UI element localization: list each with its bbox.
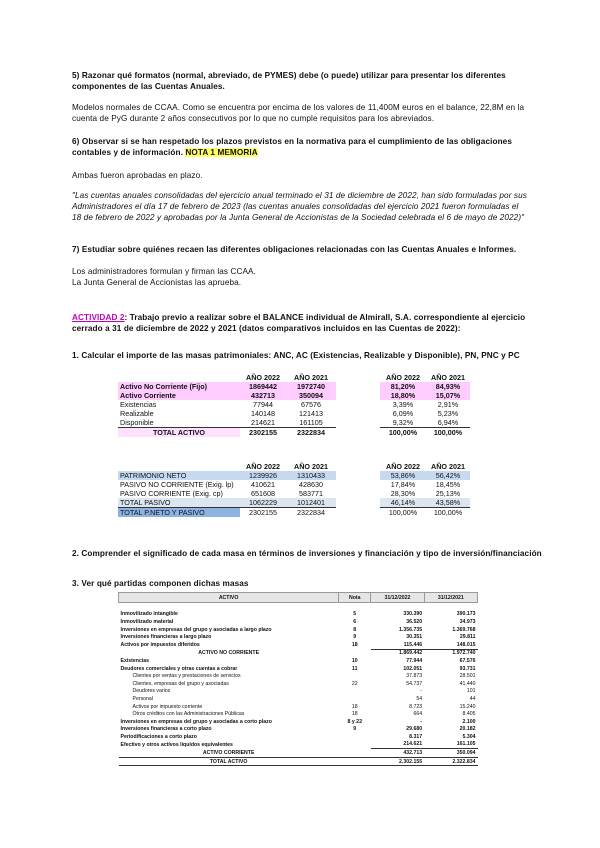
row-pct: 5,23% <box>437 409 459 418</box>
row-value: 350094 <box>299 391 323 400</box>
fin-value: 77.944 <box>406 657 423 664</box>
step-3: 3. Ver qué partidas componen dichas masas <box>72 579 249 588</box>
row-value: 1062229 <box>249 498 277 507</box>
fin-row <box>119 688 478 696</box>
fin-row <box>119 710 478 718</box>
question-6 <box>72 136 530 158</box>
fin-label: Efectivo y otros activos líquidos equivalentes <box>120 741 233 748</box>
row-pct: 9,32% <box>392 418 414 427</box>
fin-nota: 18 <box>351 711 358 718</box>
question-5: 5) Razonar qué formatos (normal, abreviado, de PYMES) debe (o puede) utilizar para presentar los diferentes componentes de las Cuentas Anuales. <box>72 71 506 91</box>
fin-value: 20.182 <box>459 726 476 733</box>
fin-value: 29.680 <box>406 726 423 733</box>
answer-6-2: "Las cuentas anuales consolidadas del ejercicio anual terminado el 31 de diciembre de 2022, han sido formuladas por sus Administradores el día 17 de febrero de 2023 (las cuentas anuales consolidadas del ejercicio 2021 fueron formuladas el 18 de febrero de 2022 y aprobadas por la Junta General de Accionistas de la Sociedad celebrada el 6 de mayo de 2022)" <box>72 191 527 222</box>
fin-label: Deudores varios <box>132 688 171 695</box>
answer-7-2: La Junta General de Accionistas las aprueba. <box>72 278 242 287</box>
fin-value: 1.356.735 <box>399 626 423 633</box>
fin-row <box>119 695 478 703</box>
activo-table <box>118 373 470 437</box>
question-7: 7) Estudiar sobre quiénes recaen las diferentes obligaciones relacionadas con las Cuentas Anuales e Informes. <box>72 245 517 254</box>
fin-row <box>119 633 478 641</box>
fin-value: 44 <box>469 695 476 702</box>
fin-label: TOTAL ACTIVO <box>119 757 339 766</box>
row-pct: 100,00% <box>380 428 426 438</box>
fin-label: Inmovilizado material <box>120 618 174 625</box>
fin-nota: 6 <box>353 618 357 625</box>
fin-value: 214.621 <box>403 741 423 748</box>
fin-value: 36.520 <box>406 618 423 625</box>
fin-label: Inversiones en empresas del grupo y asociadas a corto plazo <box>120 718 272 725</box>
row-label: Activo No Corriente (Fijo) <box>120 382 208 391</box>
fin-col-header: ACTIVO <box>119 593 339 603</box>
fin-label: Inmovilizado intangible <box>120 611 178 618</box>
fin-value: 1.869.442 <box>371 649 424 657</box>
fin-label: Activos por impuesto corriente <box>132 703 203 710</box>
fin-row <box>119 680 478 688</box>
row-value: 432713 <box>251 391 275 400</box>
activo-row <box>118 391 470 400</box>
fin-value: 28.501 <box>459 673 476 680</box>
row-pct: 6,94% <box>437 418 459 427</box>
fin-row <box>119 626 478 634</box>
actividad-text: : Trabajo previo a realizar sobre el BALANCE individual de Almirall, S.A. correspondiente al ejercicio cerrado a 31 de diciembre de 2022 y 2021 (datos comparativos incluidos en las Cuentas de 2022): <box>72 313 526 333</box>
fin-nota: 8 <box>353 626 357 633</box>
actividad-label: ACTIVIDAD 2 <box>72 313 125 322</box>
row-label: Realizable <box>120 409 154 418</box>
fin-label: Periodificaciones a corto plazo <box>120 733 197 740</box>
row-pct: 18,80% <box>390 391 416 400</box>
row-value: 651608 <box>251 489 275 498</box>
answer-5: Modelos normales de CCAA. Como se encuentra por encima de los valores de 11,400M euros en el balance, 22,8M en la cuenta de PyG durante 2 años consecutivos por lo que no cumple requisitos para los abreviados. <box>72 103 525 123</box>
activo-total-row <box>118 428 470 438</box>
row-value: 1310433 <box>297 471 325 480</box>
row-pct: 81,20% <box>390 382 416 391</box>
row-pct: 17,84% <box>390 480 416 489</box>
pasivo-col-header: AÑO 2022 <box>246 462 280 471</box>
pasivo-row <box>118 471 470 480</box>
row-pct: 18,45% <box>435 480 461 489</box>
row-label: PASIVO CORRIENTE (Exig. cp) <box>120 489 223 498</box>
row-value: 2322834 <box>286 428 336 438</box>
fin-label: Clientes por ventas y prestaciones de servicios <box>132 673 241 680</box>
row-label: PASIVO NO CORRIENTE (Exig. lp) <box>120 480 234 489</box>
fin-row <box>119 618 478 626</box>
row-pct: 100,00% <box>426 508 470 518</box>
memoria-note: NOTA 1 MEMORIA <box>185 148 258 157</box>
fin-col-header: Nota <box>339 593 371 603</box>
fin-nota: 9 <box>353 634 357 641</box>
row-value: 1239926 <box>249 471 277 480</box>
activo-row <box>118 418 470 428</box>
fin-nota: 22 <box>351 680 358 687</box>
fin-label: Deudores comerciales y otras cuentas a cobrar <box>120 665 238 672</box>
fin-label: ACTIVO NO CORRIENTE <box>198 650 260 657</box>
row-pct: 53,86% <box>390 471 416 480</box>
fin-value: 2.100 <box>462 718 476 725</box>
fin-value: 34.973 <box>459 618 476 625</box>
fin-row <box>119 641 478 649</box>
fin-label: ACTIVO CORRIENTE <box>202 749 255 756</box>
fin-nota: 8 y 22 <box>347 718 362 725</box>
fin-nota <box>339 741 371 749</box>
question-6-text: 6) Observar si se han respetado los plazos previstos en la normativa para el cumplimiento de las obligaciones contables y de información. <box>72 137 512 157</box>
fin-col-header: 31/12/2022 <box>371 593 424 603</box>
fin-value: 2.322.834 <box>424 757 477 766</box>
fin-label: Otros créditos con las Administraciones Públicas <box>132 711 245 718</box>
pasivo-row <box>118 498 470 508</box>
fin-value: 8.723 <box>409 703 423 710</box>
row-label: Existencias <box>120 400 157 409</box>
row-value: 1012401 <box>297 498 325 507</box>
row-pct: 84,93% <box>435 382 461 391</box>
row-pct: 46,14% <box>390 498 416 507</box>
fin-value: 93.731 <box>459 665 476 672</box>
pasivo-col-header: AÑO 2021 <box>431 462 465 471</box>
fin-subtotal-row <box>119 649 478 657</box>
fin-value: 161.105 <box>456 741 476 748</box>
row-value: 140148 <box>251 409 275 418</box>
row-value: 2302155 <box>240 428 286 438</box>
actividad-2 <box>72 312 530 334</box>
fin-value: - <box>420 688 423 695</box>
row-value: 121413 <box>299 409 323 418</box>
step-2: 2. Comprender el significado de cada masa en términos de inversiones y financiación y tipo de inversión/financiación <box>72 549 542 558</box>
step-1: 1. Calcular el importe de las masas patrimoniales: ANC, AC (Existencias, Realizable y Disponible), PN, PNC y PC <box>72 351 520 360</box>
row-label: TOTAL P.NETO Y PASIVO <box>118 508 240 518</box>
pasivo-col-header: AÑO 2021 <box>294 462 328 471</box>
fin-total-row <box>119 757 478 766</box>
fin-row <box>119 703 478 711</box>
row-value: 583771 <box>299 489 323 498</box>
fin-row <box>119 657 478 665</box>
row-value: 1869442 <box>249 382 277 391</box>
fin-value: 54 <box>416 695 423 702</box>
fin-nota <box>339 733 371 741</box>
fin-value: 54.737 <box>406 680 423 687</box>
fin-value: 115.446 <box>403 641 423 648</box>
fin-subtotal-row <box>119 749 478 758</box>
fin-row <box>119 726 478 734</box>
row-value: 428630 <box>299 480 323 489</box>
fin-nota: 9 <box>353 726 357 733</box>
fin-value: - <box>420 718 423 725</box>
row-value: 77944 <box>253 400 273 409</box>
row-pct: 3,39% <box>392 400 414 409</box>
fin-value: 390.173 <box>456 611 476 618</box>
fin-nota <box>339 672 371 680</box>
fin-nota: 18 <box>351 642 358 649</box>
fin-value: 37.873 <box>406 673 423 680</box>
pasivo-table <box>118 462 470 517</box>
row-pct: 43,58% <box>435 498 461 507</box>
fin-value: 148.015 <box>456 641 476 648</box>
pasivo-col-header: AÑO 2022 <box>386 462 420 471</box>
row-pct: 6,09% <box>392 409 414 418</box>
activo-statement-table <box>118 592 478 766</box>
row-pct: 15,07% <box>435 391 461 400</box>
answer-6-1: Ambas fueron aprobadas en plazo. <box>72 171 203 180</box>
fin-row <box>119 733 478 741</box>
fin-value: 664 <box>413 711 423 718</box>
fin-nota <box>339 695 371 703</box>
fin-value: 432.713 <box>371 749 424 758</box>
fin-value: 101 <box>466 688 476 695</box>
activo-row <box>118 382 470 391</box>
fin-value: 1.972.740 <box>424 649 477 657</box>
row-pct: 2,91% <box>437 400 459 409</box>
activo-col-header: AÑO 2021 <box>431 373 465 382</box>
row-pct: 25,13% <box>435 489 461 498</box>
row-value: 2302155 <box>240 508 286 518</box>
row-value: 410621 <box>251 480 275 489</box>
fin-value: 5.304 <box>462 733 476 740</box>
row-pct: 100,00% <box>380 508 426 518</box>
row-value: 161105 <box>299 418 323 427</box>
fin-nota: 10 <box>351 657 358 664</box>
row-label: Activo Corriente <box>120 391 176 400</box>
activo-col-header: AÑO 2022 <box>246 373 280 382</box>
row-value: 214621 <box>251 418 275 427</box>
fin-value: 41.440 <box>459 680 476 687</box>
fin-nota: 5 <box>353 611 357 618</box>
fin-label: Existencias <box>120 657 150 664</box>
row-label: Disponible <box>120 418 154 427</box>
fin-row <box>119 611 478 619</box>
fin-value: 8.405 <box>462 711 476 718</box>
fin-col-header: 31/12/2021 <box>424 593 477 603</box>
row-label: TOTAL PASIVO <box>120 498 171 507</box>
fin-label: Inversiones en empresas del grupo y asociadas a largo plazo <box>120 626 272 633</box>
fin-value: 67.576 <box>459 657 476 664</box>
row-label: TOTAL ACTIVO <box>118 428 240 438</box>
row-pct: 100,00% <box>426 428 470 438</box>
fin-nota <box>339 688 371 696</box>
fin-nota: 18 <box>351 703 358 710</box>
activo-col-header: AÑO 2022 <box>386 373 420 382</box>
fin-value: 8.317 <box>409 733 423 740</box>
activo-row <box>118 400 470 409</box>
fin-label: Activos por impuestos diferidos <box>120 642 200 649</box>
fin-row <box>119 718 478 726</box>
fin-value: 29.811 <box>459 634 476 641</box>
fin-label: Inversiones financieras a corto plazo <box>120 726 212 733</box>
fin-value: 102.051 <box>403 665 423 672</box>
fin-row <box>119 665 478 673</box>
row-value: 2322834 <box>286 508 336 518</box>
fin-value: 30.351 <box>406 634 423 641</box>
row-pct: 56,42% <box>435 471 461 480</box>
answer-7-1: Los administradores formulan y firman las CCAA. <box>72 267 256 276</box>
pasivo-row <box>118 489 470 498</box>
fin-row <box>119 741 478 749</box>
fin-label: Clientes, empresas del grupo y asociadas <box>132 680 229 687</box>
row-value: 67576 <box>301 400 321 409</box>
fin-value: 15.240 <box>459 703 476 710</box>
fin-row <box>119 672 478 680</box>
fin-label: Inversiones financieras a largo plazo <box>120 634 212 641</box>
fin-label: Personal <box>132 695 153 702</box>
fin-value: 2.302.155 <box>371 757 424 766</box>
fin-value: 330.390 <box>403 611 423 618</box>
row-value: 1972740 <box>297 382 325 391</box>
row-pct: 28,30% <box>390 489 416 498</box>
pasivo-row <box>118 480 470 489</box>
fin-value: 1.369.768 <box>452 626 476 633</box>
row-label: PATRIMONIO NETO <box>120 471 187 480</box>
pasivo-total-row <box>118 508 470 518</box>
activo-row <box>118 409 470 418</box>
fin-value: 350.094 <box>424 749 477 758</box>
activo-col-header: AÑO 2021 <box>294 373 328 382</box>
fin-nota: 11 <box>352 665 358 672</box>
